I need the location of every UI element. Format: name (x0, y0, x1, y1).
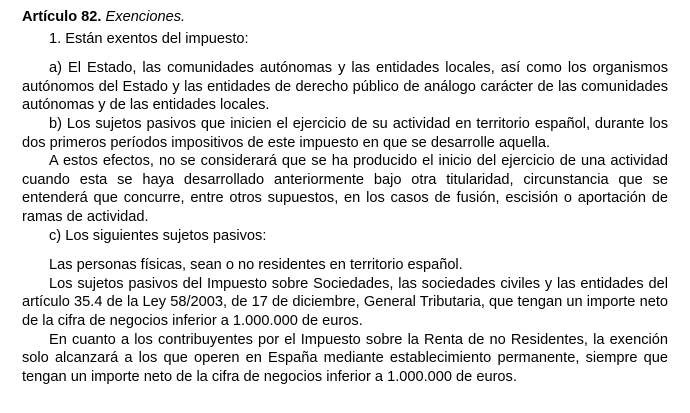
paragraph-effects-clarification: A estos efectos, no se considerará que se ha producido el inicio del ejercicio de una actividad cuando esta se haya desarrollado anteriormente bajo otra titularidad, circunstancia que se entenderá que concurre, entre otros supuestos, en los casos de fusión, escisión o aportación de ramas de actividad. (22, 153, 668, 225)
document-body (22, 8, 668, 386)
paragraph-natural-persons: Las personas físicas, sean o no residentes en territorio español. (49, 257, 463, 274)
article-number: Artículo 82. (22, 9, 102, 25)
article-heading (22, 8, 668, 27)
paragraph-c-taxpayers-intro: c) Los siguientes sujetos pasivos: (49, 227, 267, 244)
paragraph-exemptions-intro: 1. Están exentos del impuesto: (49, 30, 249, 47)
paragraph-b-new-activity: b) Los sujetos pasivos que inicien el ejercicio de su actividad en territorio español, durante los dos primeros períodos impositivos de este impuesto en que se desarrolle aquella. (22, 115, 668, 151)
paragraph-a-state-entities: a) El Estado, las comunidades autónomas y las entidades locales, así como los organismos autónomos del Estado y las entidades de derecho público de análogo carácter de las comunidades autónomas y de las entidades locales. (22, 60, 668, 114)
article-title: Exenciones. (105, 9, 186, 25)
paragraph-non-residents: En cuanto a los contribuyentes por el Impuesto sobre la Renta de no Residentes, la exención solo alcanzará a los que operen en España mediante establecimiento permanente, siempre que tengan un importe neto de la cifra de negocios inferior a 1.000.000 de euros. (22, 331, 668, 385)
paragraph-corporate-taxpayers: Los sujetos pasivos del Impuesto sobre Sociedades, las sociedades civiles y las entidades del artículo 35.4 de la Ley 58/2003, de 17 de diciembre, General Tributaria, que tengan un importe neto de la cifra de negocios inferior a 1.000.000 de euros. (22, 275, 668, 329)
